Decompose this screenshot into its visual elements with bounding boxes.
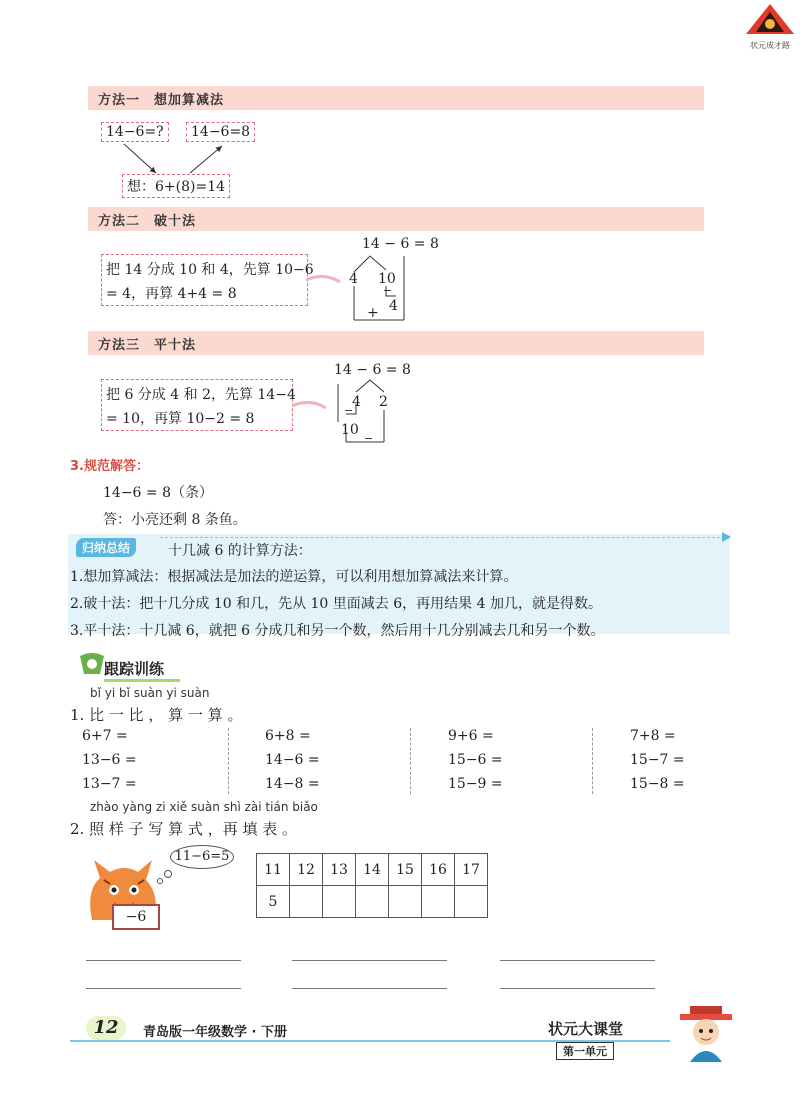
footer-unit: 第一单元: [556, 1042, 614, 1060]
footer-book-title: 青岛版一年级数学 · 下册: [143, 1025, 287, 1040]
table-cell-input[interactable]: [422, 886, 455, 918]
q1-c3-r3: 15−9 =: [448, 776, 503, 792]
method3-desc-line2: = 10，再算 10−2 = 8: [106, 411, 255, 427]
tiger-card: −6: [112, 904, 160, 930]
method2-desc-line2: = 4，再算 4+4 = 8: [106, 286, 237, 302]
answer-line[interactable]: [86, 960, 241, 961]
method3-equation: 14 − 6 = 8: [334, 362, 411, 378]
q1-c4-r3: 15−8 =: [630, 776, 685, 792]
summary-tag: 归纳总结: [76, 538, 136, 557]
method2-n4b: 4: [389, 298, 398, 314]
method2-equation: 14 − 6 = 8: [362, 236, 439, 252]
q1-text: 1. 比 一 比 ， 算 一 算 。: [70, 706, 243, 724]
method3-title: 方法三 平十法: [98, 338, 197, 353]
q1-c1-r1: 6+7 =: [82, 728, 128, 744]
practice-heading: 跟踪训练: [104, 658, 180, 682]
q1-c4-r2: 15−7 =: [630, 752, 685, 768]
method1-box-left: 14−6=?: [101, 122, 169, 142]
thought-bubble: 11−6=5: [170, 845, 234, 869]
method1-band: [88, 86, 704, 110]
q1-c4-r1: 7+8 =: [630, 728, 676, 744]
logo-caption: 状元成才路: [750, 41, 790, 50]
arrow-right-icon: [722, 532, 732, 542]
method2-plus: +: [367, 305, 379, 321]
answer-line1: 14−6 = 8（条）: [103, 485, 213, 501]
table-cell-input[interactable]: [389, 886, 422, 918]
q1-divider-2: [410, 728, 411, 794]
method2-band: [88, 207, 704, 231]
table-row: [257, 886, 488, 918]
method1-box-right: 14−6=8: [186, 122, 255, 142]
table-cell: 13: [323, 854, 356, 886]
method1-arrows: [100, 140, 240, 180]
table-cell: 12: [290, 854, 323, 886]
table-cell: 16: [422, 854, 455, 886]
method1-box-think: 想：6+(8)=14: [122, 174, 230, 198]
method3-n2: 2: [379, 394, 388, 410]
table-cell-input[interactable]: [356, 886, 389, 918]
fill-table: [256, 853, 488, 918]
answer-line[interactable]: [86, 988, 241, 989]
method3-band: [88, 331, 704, 355]
method3-n10: 10: [341, 422, 359, 438]
flame-logo-icon: [744, 2, 796, 36]
q1-c2-r2: 14−6 =: [265, 752, 320, 768]
q1-c3-r1: 9+6 =: [448, 728, 494, 744]
answer-line[interactable]: [292, 988, 447, 989]
method3-pointer-icon: [292, 398, 328, 414]
practice-badge-icon: [78, 652, 106, 676]
method2-n4: 4: [349, 271, 358, 287]
summary-item-3: 3.平十法：十几减 6，就把 6 分成几和另一个数，然后用十几分别减去几和另一个数。: [70, 623, 605, 639]
summary-title: 十几减 6 的计算方法：: [168, 543, 312, 559]
table-cell: 15: [389, 854, 422, 886]
method2-desc-box: [101, 254, 314, 306]
method3-minus2: −: [364, 432, 374, 445]
q1-divider-3: [592, 728, 593, 794]
method2-desc-line1: 把 14 分成 10 和 4，先算 10−6: [106, 262, 314, 278]
table-cell: 17: [455, 854, 488, 886]
q1-c2-r3: 14−8 =: [265, 776, 320, 792]
answer-line[interactable]: [500, 988, 655, 989]
method3-desc-box: [101, 379, 296, 431]
method2-minus: −: [383, 284, 393, 297]
q1-c1-r2: 13−6 =: [82, 752, 137, 768]
answer-line[interactable]: [292, 960, 447, 961]
q1-c3-r2: 15−6 =: [448, 752, 503, 768]
footer-brand: 状元大课堂: [548, 1020, 624, 1038]
answer-heading: 3.规范解答：: [70, 459, 149, 474]
q1-divider-1: [228, 728, 229, 794]
method2-pointer-icon: [306, 272, 342, 288]
table-cell-input[interactable]: [290, 886, 323, 918]
scholar-mascot-icon: [676, 1004, 736, 1064]
q2-text: 2. 照 样 子 写 算 式 ，再 填 表 。: [70, 820, 297, 838]
table-cell: 14: [356, 854, 389, 886]
table-cell: 11: [257, 854, 290, 886]
table-cell: 5: [257, 886, 290, 918]
thought-bubble-dots-icon: [155, 866, 175, 886]
table-cell-input[interactable]: [455, 886, 488, 918]
method3-minus1: −: [344, 404, 354, 417]
method2-n10: 10: [378, 271, 396, 287]
answer-line[interactable]: [500, 960, 655, 961]
q2-pinyin: zhào yàng zi xiě suàn shì zài tián biǎo: [90, 800, 318, 814]
summary-item-1: 1.想加算减法：根据减法是加法的逆运算，可以利用想加算减法来计算。: [70, 569, 518, 585]
method2-title: 方法二 破十法: [98, 214, 197, 229]
q1-c2-r1: 6+8 =: [265, 728, 311, 744]
q1-c1-r3: 13−7 =: [82, 776, 137, 792]
table-cell-input[interactable]: [323, 886, 356, 918]
method2-diagram: [340, 252, 420, 324]
summary-top-line: [160, 537, 725, 538]
table-row: [257, 854, 488, 886]
q1-pinyin: bǐ yi bǐ suàn yi suàn: [90, 686, 210, 700]
method3-n4: 4: [352, 394, 361, 410]
method1-title: 方法一 想加算减法: [98, 93, 225, 108]
summary-item-2: 2.破十法：把十几分成 10 和几，先从 10 里面减去 6，再用结果 4 加几，就是得数。: [70, 596, 602, 612]
method3-desc-line1: 把 6 分成 4 和 2，先算 14−4: [106, 387, 296, 403]
publisher-logo: [744, 2, 796, 48]
answer-line2: 答：小亮还剩 8 条鱼。: [103, 512, 247, 528]
footer-page-number: 12: [86, 1016, 126, 1040]
